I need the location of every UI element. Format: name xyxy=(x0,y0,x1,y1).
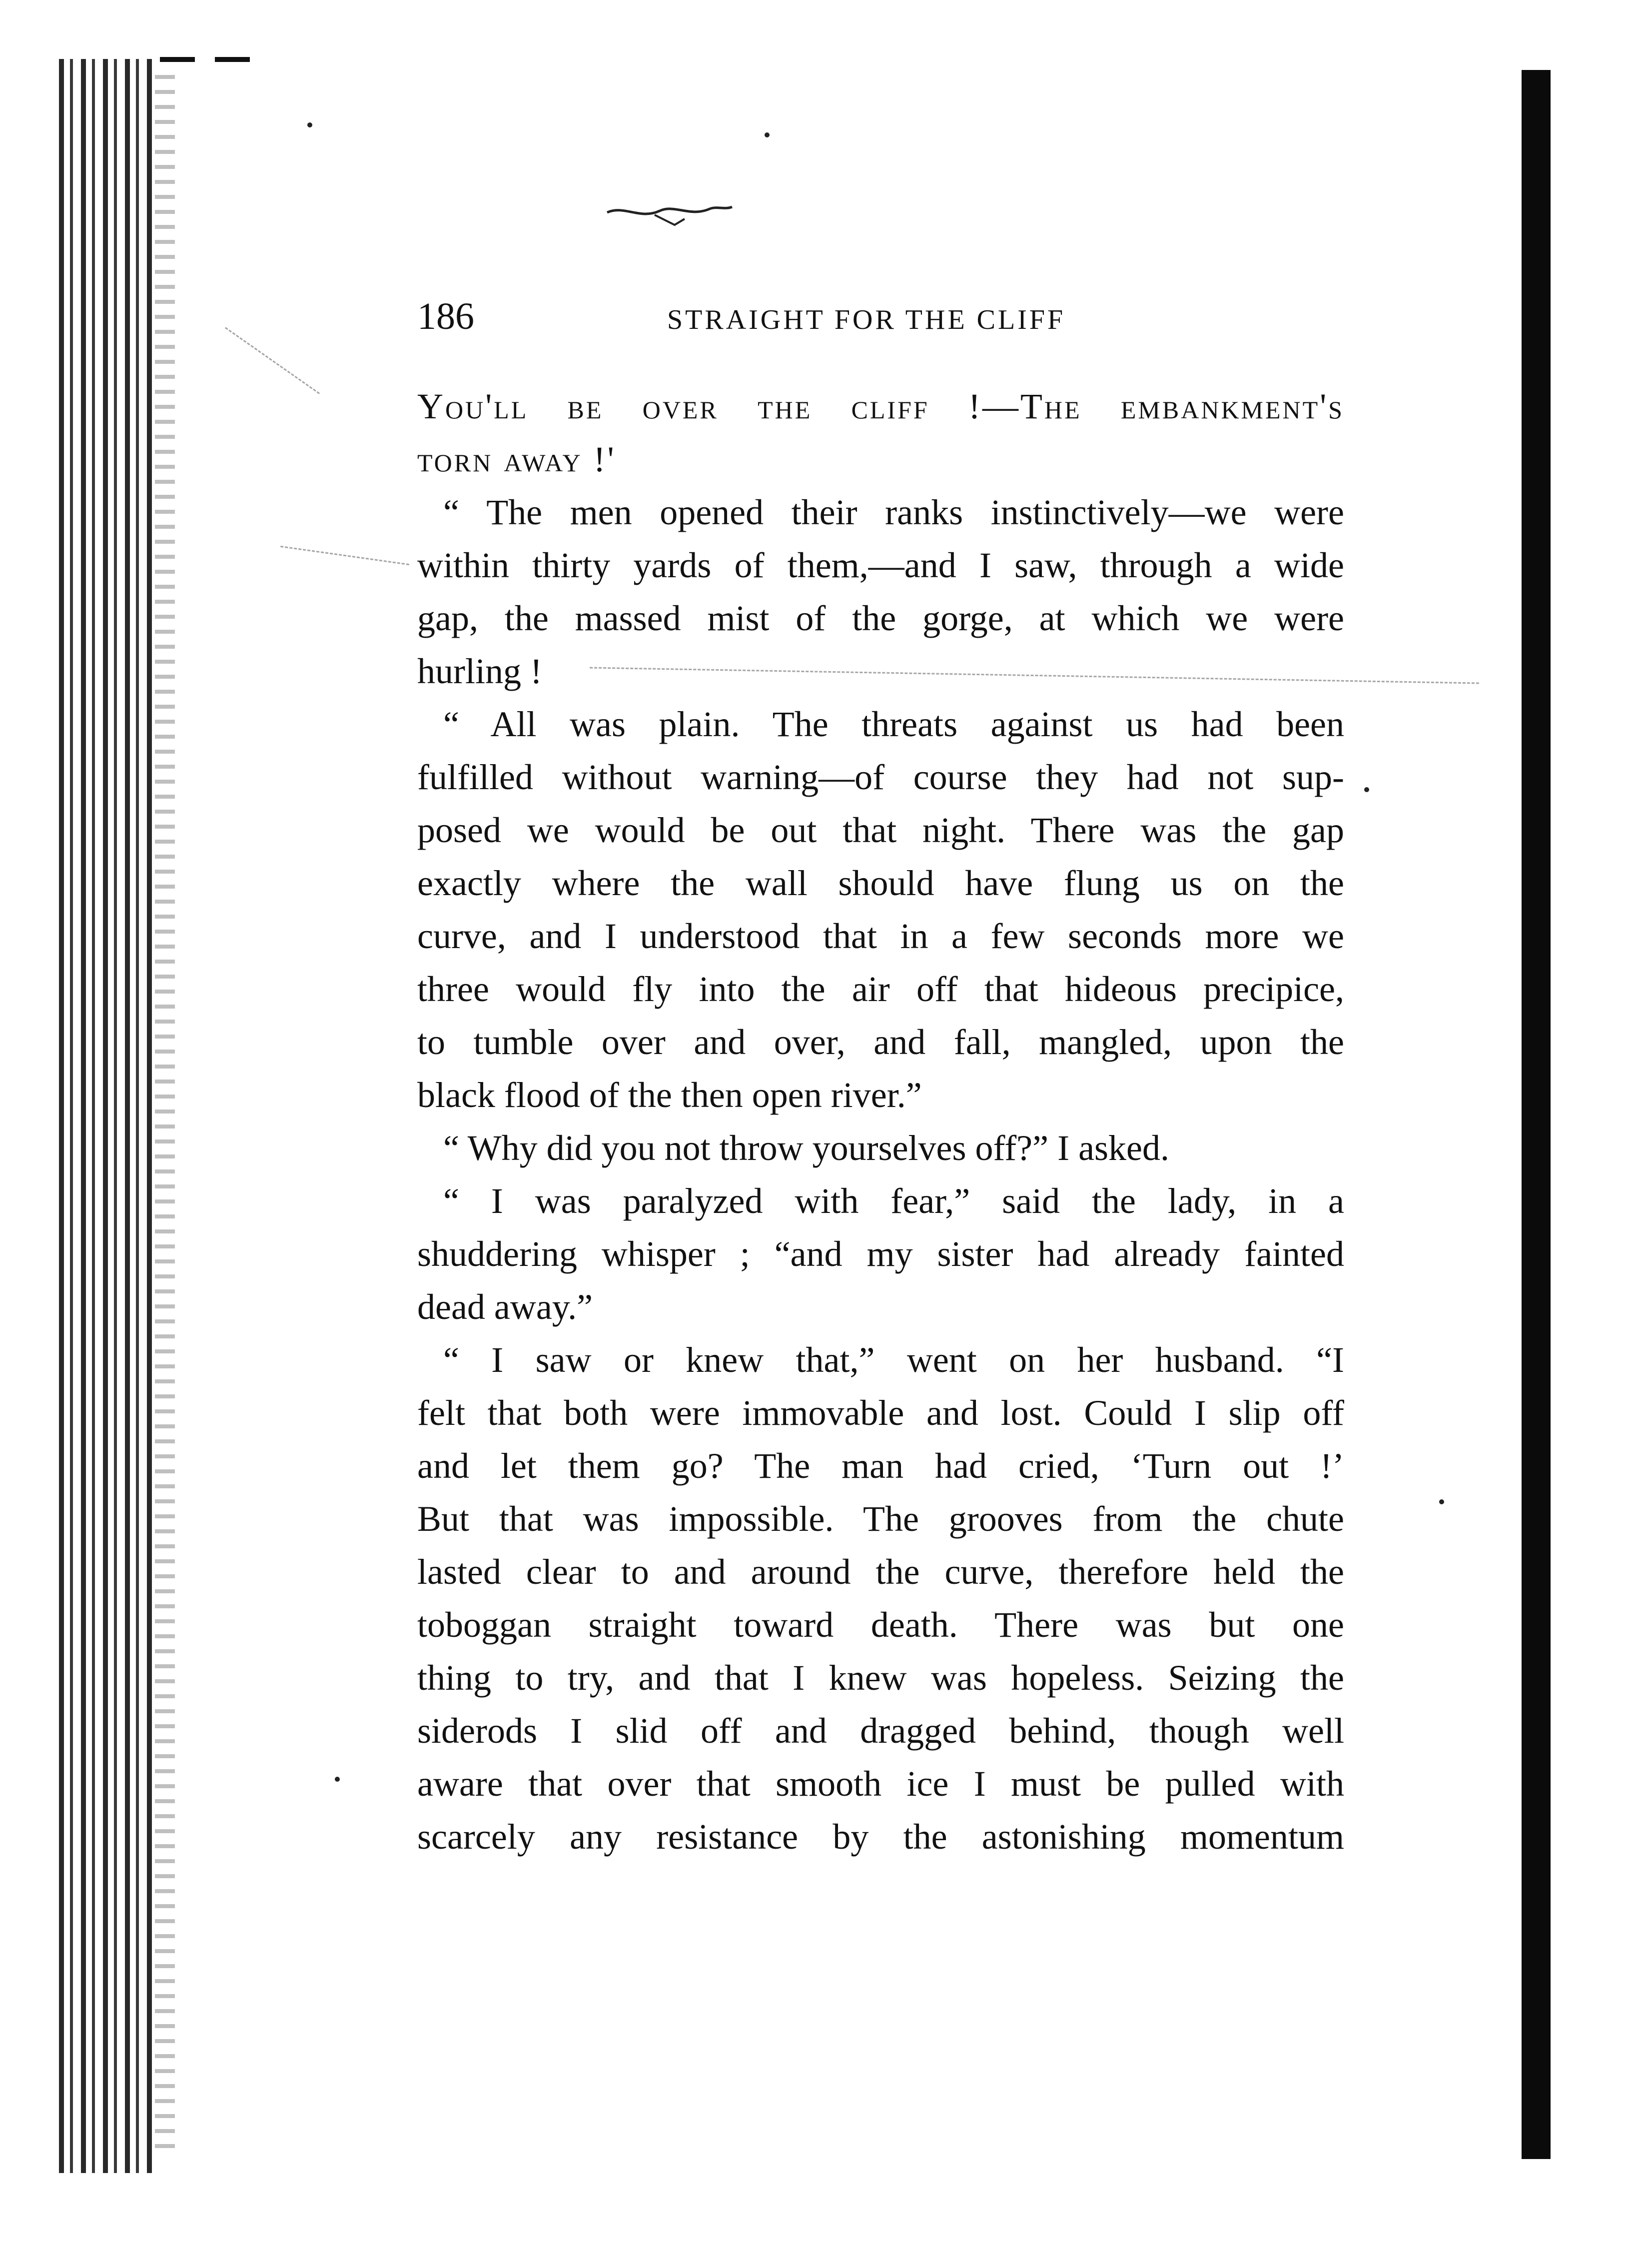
speck xyxy=(1439,1499,1444,1504)
speck xyxy=(307,122,312,127)
text-line: toboggan straight toward death. There was but one xyxy=(417,1605,1344,1645)
text-line: posed we would be out that night. There was the gap xyxy=(417,810,1344,850)
running-head: STRAIGHT FOR THE CLIFF xyxy=(667,304,1066,335)
text-line: to tumble over and over, and fall, mangled, upon the xyxy=(417,1022,1344,1062)
scan-top-mark xyxy=(160,57,270,62)
text-line: thing to try, and that I knew was hopeless. Seizing the xyxy=(417,1658,1344,1698)
text-line: shuddering whisper ; “and my sister had already fainted xyxy=(417,1234,1344,1274)
scan-edge-right xyxy=(1522,70,1551,2159)
text-line: dead away.” xyxy=(417,1287,593,1327)
text-line: felt that both were immovable and lost. Could I slip off xyxy=(417,1393,1344,1433)
text-line: “ I was paralyzed with fear,” said the lady, in a xyxy=(443,1181,1344,1221)
text-line: But that was impossible. The grooves from the chute xyxy=(417,1499,1344,1539)
speck xyxy=(765,132,770,137)
text-line: gap, the massed mist of the gorge, at which we were xyxy=(417,598,1344,638)
text-line: fulfilled without warning—of course they had not sup- xyxy=(417,757,1344,797)
text-line: “ All was plain. The threats against us had been xyxy=(443,704,1344,744)
text-line: “ The men opened their ranks instinctively—we were xyxy=(443,492,1344,532)
dashed-mark xyxy=(280,546,409,565)
scan-edge-left xyxy=(59,59,154,2173)
text-line: scarcely any resistance by the astonishing momentum xyxy=(417,1817,1344,1857)
scan-edge-left-faint xyxy=(155,75,175,2149)
page-header xyxy=(417,295,1342,340)
page-number: 186 xyxy=(417,295,474,337)
text-line: and let them go? The man had cried, ‘Turn out !’ xyxy=(417,1446,1344,1486)
speck xyxy=(335,1777,340,1782)
text-line: black flood of the then open river.” xyxy=(417,1075,922,1115)
text-line: lasted clear to and around the curve, therefore held the xyxy=(417,1552,1344,1592)
text-line: hurling ! xyxy=(417,651,542,691)
body-text xyxy=(417,380,1344,1863)
text-line: siderods I slid off and dragged behind, though well xyxy=(417,1711,1344,1751)
text-line: You'll be over the cliff !—The embankment's xyxy=(417,386,1344,426)
text-line: torn away !' xyxy=(417,439,616,479)
text-line: aware that over that smooth ice I must be pulled with xyxy=(417,1764,1344,1804)
ornament-icon xyxy=(605,200,735,230)
text-line: within thirty yards of them,—and I saw, through a wide xyxy=(417,545,1344,585)
text-line: exactly where the wall should have flung us on the xyxy=(417,863,1344,903)
dashed-mark xyxy=(225,327,320,394)
speck xyxy=(1364,787,1369,792)
text-line: curve, and I understood that in a few seconds more we xyxy=(417,916,1344,956)
text-line: “ Why did you not throw yourselves off?” I asked. xyxy=(443,1128,1170,1168)
text-line: “ I saw or knew that,” went on her husband. “I xyxy=(443,1340,1344,1380)
text-line: three would fly into the air off that hideous precipice, xyxy=(417,969,1344,1009)
